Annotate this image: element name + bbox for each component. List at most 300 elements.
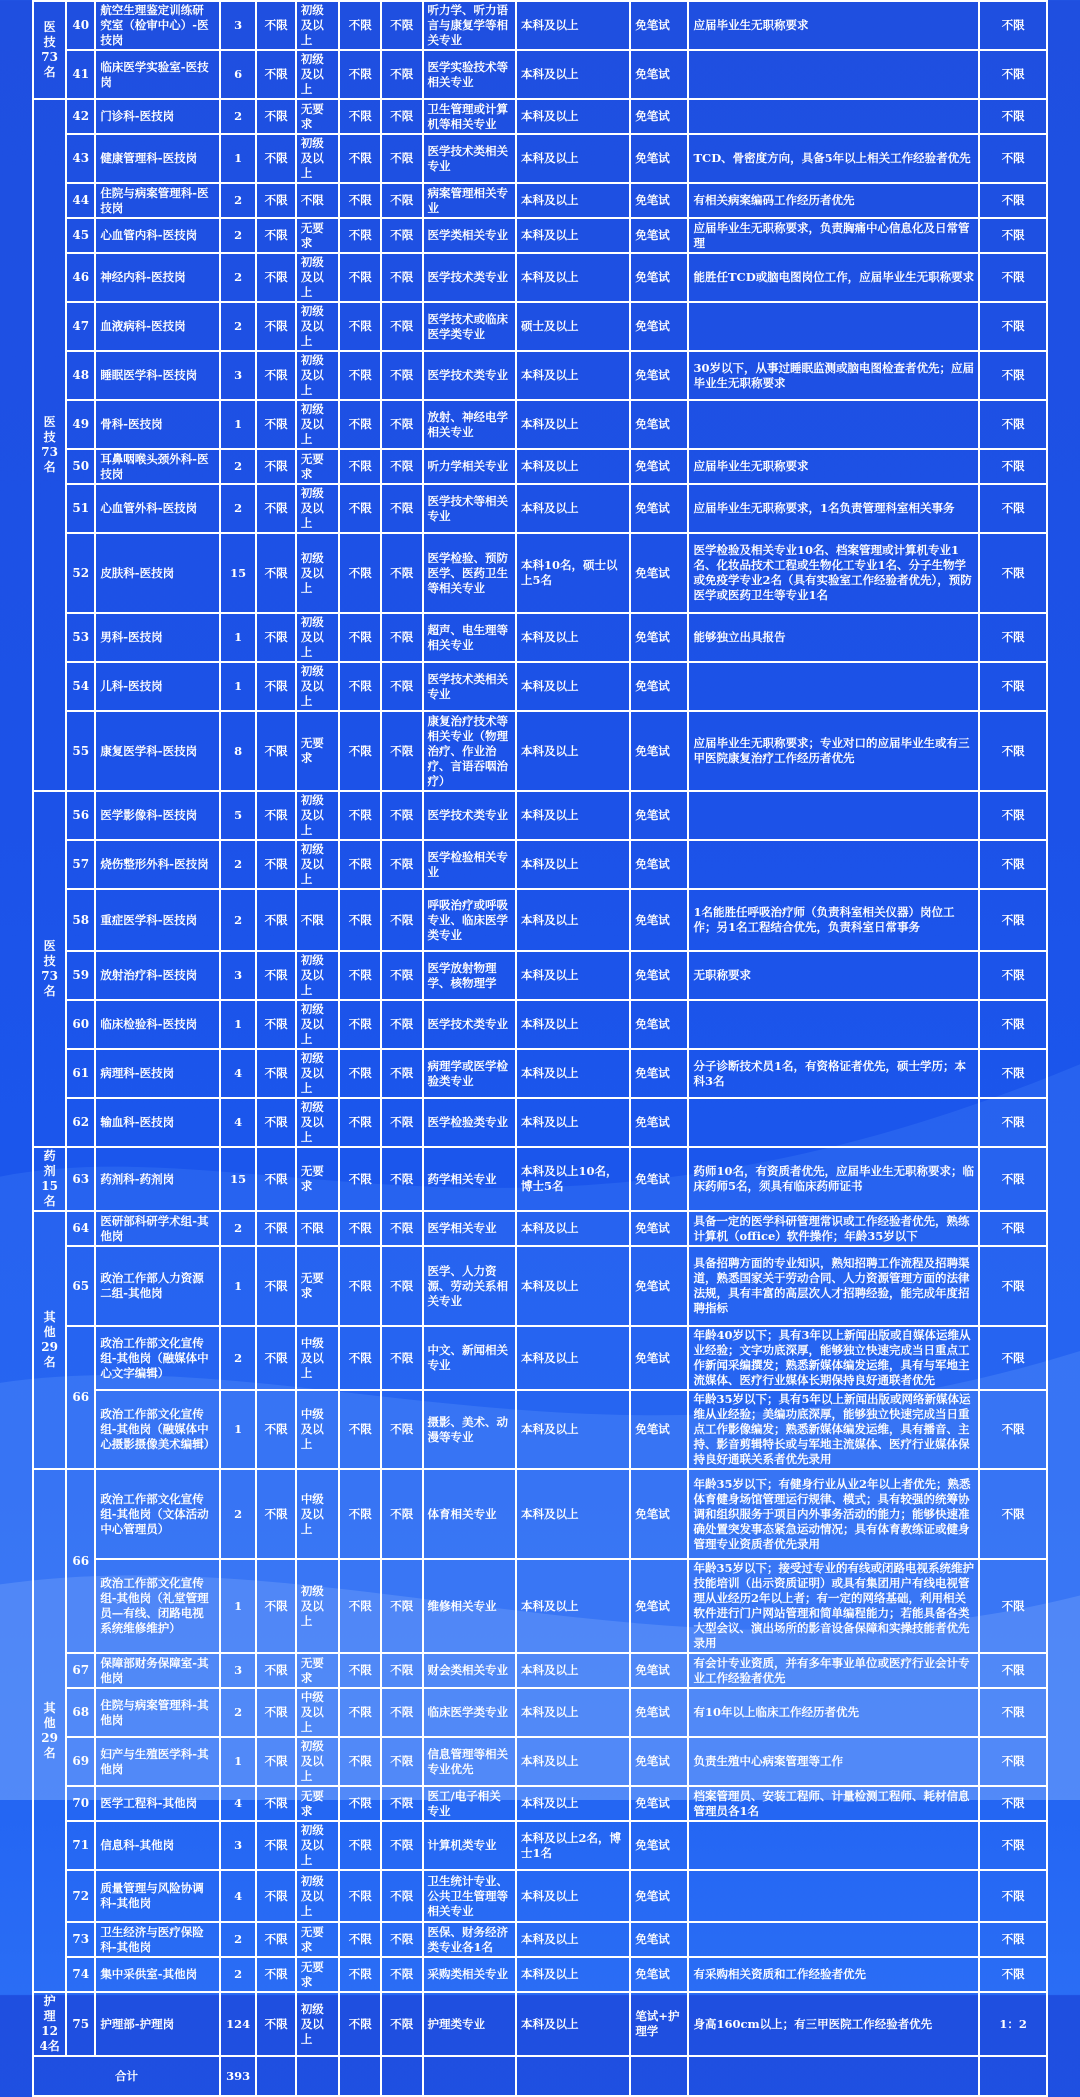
age-cell: 不限 [256, 1870, 295, 1922]
other-cell: 不限 [979, 1737, 1047, 1786]
other-cell: 1：2 [979, 1992, 1047, 2056]
age-cell: 不限 [256, 1390, 295, 1469]
n-cell: 124 [220, 1992, 256, 2056]
title-cell: 初级及以上 [296, 1, 340, 50]
empty-cell [423, 2056, 517, 2096]
age-cell: 不限 [256, 1469, 295, 1559]
edu-cell: 本科及以上 [516, 1559, 630, 1653]
n-cell: 6 [220, 50, 256, 99]
table-row [33, 613, 1047, 662]
exam-cell: 免笔试 [630, 50, 688, 99]
major-cell: 康复治疗技术等相关专业（物理治疗、作业治疗、言语吞咽治疗） [423, 711, 517, 791]
edu-cell: 本科及以上 [516, 253, 630, 302]
exp-cell: 不限 [339, 253, 381, 302]
name-cell: 政治工作部文化宣传组-其他岗（融媒体中心摄影摄像美术编辑） [95, 1390, 220, 1469]
title-cell: 中级及以上 [296, 1326, 340, 1390]
row-number-cell: 60 [66, 1000, 95, 1049]
table-row [33, 1211, 1047, 1246]
req-cell [688, 99, 979, 134]
exam-cell: 免笔试 [630, 134, 688, 183]
name-cell: 质量管理与风险协调科-其他岗 [95, 1870, 220, 1922]
major-cell: 医学技术等相关专业 [423, 484, 517, 533]
title-cell: 初级及以上 [296, 484, 340, 533]
age-cell: 不限 [256, 1326, 295, 1390]
exam-cell: 免笔试 [630, 1870, 688, 1922]
row-number-cell: 53 [66, 613, 95, 662]
edu-cell: 本科及以上 [516, 484, 630, 533]
edu-cell: 本科及以上 [516, 1098, 630, 1147]
major-cell: 医学实验技术等相关专业 [423, 50, 517, 99]
req-cell: 年龄35岁以下；具有5年以上新闻出版或网络新媒体运维从业经验；美编功底深厚，能够独立快速完成当日重点工作影像编发；熟悉新媒体编发运维，具有播音、主持、影音剪辑特长或与军地主流媒体、医疗行业媒体保持良好通联关系者优先录用 [688, 1390, 979, 1469]
exam-cell: 免笔试 [630, 1957, 688, 1992]
empty-cell [516, 2056, 630, 2096]
table-row [33, 1098, 1047, 1147]
exp-cell: 不限 [339, 1147, 381, 1211]
exp-cell: 不限 [339, 1000, 381, 1049]
exam-cell: 免笔试 [630, 351, 688, 400]
name-cell: 临床医学实验室-医技岗 [95, 50, 220, 99]
n-cell: 4 [220, 1786, 256, 1821]
title-cell: 初级及以上 [296, 1000, 340, 1049]
edu-cell: 本科及以上 [516, 1688, 630, 1737]
title-cell: 初级及以上 [296, 1992, 340, 2056]
major-cell: 摄影、美术、动漫等专业 [423, 1390, 517, 1469]
exp-cell: 不限 [339, 1211, 381, 1246]
title-cell: 初级及以上 [296, 1559, 340, 1653]
title-cell: 中级及以上 [296, 1469, 340, 1559]
name-cell: 神经内科-医技岗 [95, 253, 220, 302]
exp-cell: 不限 [339, 1653, 381, 1688]
major-cell: 体育相关专业 [423, 1469, 517, 1559]
empty-cell [979, 2056, 1047, 2096]
other-cell: 不限 [979, 484, 1047, 533]
n-cell: 2 [220, 99, 256, 134]
row-number-cell: 41 [66, 50, 95, 99]
edu-cell: 本科及以上 [516, 351, 630, 400]
row-number-cell: 48 [66, 351, 95, 400]
other-cell: 不限 [979, 1390, 1047, 1469]
edu-cell: 本科及以上2名，博士1名 [516, 1821, 630, 1870]
age-cell: 不限 [256, 50, 295, 99]
n-cell: 2 [220, 1922, 256, 1957]
name-cell: 皮肤科-医技岗 [95, 533, 220, 613]
n-cell: 15 [220, 1147, 256, 1211]
age-cell: 不限 [256, 1000, 295, 1049]
edu-cell: 本科及以上 [516, 1246, 630, 1326]
name-cell: 心血管外科-医技岗 [95, 484, 220, 533]
exp-cell: 不限 [339, 889, 381, 951]
edu-cell: 本科及以上 [516, 99, 630, 134]
exp-cell: 不限 [339, 134, 381, 183]
exp-cell: 不限 [339, 218, 381, 253]
req-cell [688, 400, 979, 449]
edu-cell: 本科及以上 [516, 1326, 630, 1390]
age-cell: 不限 [256, 791, 295, 840]
n-cell: 15 [220, 533, 256, 613]
name-cell: 重症医学科-医技岗 [95, 889, 220, 951]
name-cell: 儿科-医技岗 [95, 662, 220, 711]
age-cell: 不限 [256, 1246, 295, 1326]
n-cell: 3 [220, 1821, 256, 1870]
n-cell: 2 [220, 449, 256, 484]
major-cell: 医学相关专业 [423, 1211, 517, 1246]
name-cell: 输血科-医技岗 [95, 1098, 220, 1147]
req-cell [688, 1000, 979, 1049]
title-cell: 初级及以上 [296, 1737, 340, 1786]
row-number-cell: 52 [66, 533, 95, 613]
name-cell: 政治工作部文化宣传组-其他岗（文体活动中心管理员） [95, 1469, 220, 1559]
edu-cell: 本科及以上 [516, 1390, 630, 1469]
edu-cell: 本科及以上 [516, 1, 630, 50]
req-cell [688, 840, 979, 889]
row-number-cell: 72 [66, 1870, 95, 1922]
pol-cell: 不限 [381, 1786, 423, 1821]
table-row [33, 1000, 1047, 1049]
edu-cell: 本科及以上 [516, 134, 630, 183]
exam-cell: 免笔试 [630, 1098, 688, 1147]
other-cell: 不限 [979, 1559, 1047, 1653]
major-cell: 采购类相关专业 [423, 1957, 517, 1992]
other-cell: 不限 [979, 613, 1047, 662]
title-cell: 初级及以上 [296, 1821, 340, 1870]
age-cell: 不限 [256, 400, 295, 449]
major-cell: 医保、财务经济类专业各1名 [423, 1922, 517, 1957]
n-cell: 1 [220, 1559, 256, 1653]
table-row [33, 1957, 1047, 1992]
group-cell: 护理 124名 [33, 1992, 66, 2056]
recruitment-table [32, 0, 1048, 2097]
title-cell: 初级及以上 [296, 951, 340, 1000]
title-cell: 初级及以上 [296, 253, 340, 302]
pol-cell: 不限 [381, 1147, 423, 1211]
table-row [33, 1049, 1047, 1098]
row-number-cell: 69 [66, 1737, 95, 1786]
edu-cell: 本科及以上10名，博士5名 [516, 1147, 630, 1211]
name-cell: 信息科-其他岗 [95, 1821, 220, 1870]
row-number-cell: 56 [66, 791, 95, 840]
exp-cell: 不限 [339, 351, 381, 400]
table-row [33, 1922, 1047, 1957]
row-number-cell: 74 [66, 1957, 95, 1992]
other-cell: 不限 [979, 711, 1047, 791]
n-cell: 4 [220, 1098, 256, 1147]
edu-cell: 本科及以上 [516, 889, 630, 951]
age-cell: 不限 [256, 711, 295, 791]
n-cell: 2 [220, 218, 256, 253]
row-number-cell: 73 [66, 1922, 95, 1957]
n-cell: 3 [220, 351, 256, 400]
row-number-cell: 47 [66, 302, 95, 351]
exp-cell: 不限 [339, 840, 381, 889]
table-row [33, 253, 1047, 302]
exam-cell: 免笔试 [630, 613, 688, 662]
exp-cell: 不限 [339, 1049, 381, 1098]
age-cell: 不限 [256, 99, 295, 134]
edu-cell: 本科及以上 [516, 218, 630, 253]
major-cell: 护理类专业 [423, 1992, 517, 2056]
pol-cell: 不限 [381, 791, 423, 840]
pol-cell: 不限 [381, 449, 423, 484]
table-row [33, 791, 1047, 840]
exp-cell: 不限 [339, 951, 381, 1000]
req-cell: 药师10名，有资质者优先，应届毕业生无职称要求；临床药师5名，须具有临床药师证书 [688, 1147, 979, 1211]
pol-cell: 不限 [381, 183, 423, 218]
table-row [33, 1821, 1047, 1870]
pol-cell: 不限 [381, 840, 423, 889]
name-cell: 政治工作部人力资源二组-其他岗 [95, 1246, 220, 1326]
req-cell: 年龄35岁以下；有健身行业从业2年以上者优先；熟悉体育健身场馆管理运行规律、模式；具有较强的统筹协调和组织服务于项目内外事务活动的能力；能够快速准确处置突发事态紧急运动情况；具有体育教练证或健身管理专业资质者优先录用 [688, 1469, 979, 1559]
exam-cell: 免笔试 [630, 711, 688, 791]
name-cell: 政治工作部文化宣传组-其他岗（融媒体中心文字编辑） [95, 1326, 220, 1390]
group-cell: 其他 29名 [33, 1211, 66, 1469]
age-cell: 不限 [256, 1049, 295, 1098]
exp-cell: 不限 [339, 449, 381, 484]
title-cell: 初级及以上 [296, 791, 340, 840]
pol-cell: 不限 [381, 134, 423, 183]
major-cell: 医学技术类专业 [423, 791, 517, 840]
edu-cell: 本科及以上 [516, 1000, 630, 1049]
major-cell: 医学技术类专业 [423, 1000, 517, 1049]
title-cell: 初级及以上 [296, 400, 340, 449]
major-cell: 医学技术或临床医学类专业 [423, 302, 517, 351]
edu-cell: 本科及以上 [516, 1049, 630, 1098]
req-cell: 能胜任TCD或脑电图岗位工作，应届毕业生无职称要求 [688, 253, 979, 302]
name-cell: 门诊科-医技岗 [95, 99, 220, 134]
exp-cell: 不限 [339, 1786, 381, 1821]
other-cell: 不限 [979, 449, 1047, 484]
age-cell: 不限 [256, 1786, 295, 1821]
n-cell: 2 [220, 1211, 256, 1246]
table-row [33, 351, 1047, 400]
title-cell: 初级及以上 [296, 351, 340, 400]
other-cell: 不限 [979, 1922, 1047, 1957]
table-row [33, 99, 1047, 134]
age-cell: 不限 [256, 1957, 295, 1992]
other-cell: 不限 [979, 1147, 1047, 1211]
edu-cell: 本科及以上 [516, 951, 630, 1000]
pol-cell: 不限 [381, 1957, 423, 1992]
exam-cell: 免笔试 [630, 1922, 688, 1957]
row-number-cell: 59 [66, 951, 95, 1000]
edu-cell: 本科及以上 [516, 1957, 630, 1992]
age-cell: 不限 [256, 662, 295, 711]
pol-cell: 不限 [381, 253, 423, 302]
other-cell: 不限 [979, 400, 1047, 449]
major-cell: 卫生统计专业、公共卫生管理等相关专业 [423, 1870, 517, 1922]
row-number-cell: 58 [66, 889, 95, 951]
major-cell: 病案管理相关专业 [423, 183, 517, 218]
n-cell: 1 [220, 1246, 256, 1326]
title-cell: 无要求 [296, 1147, 340, 1211]
row-number-cell: 54 [66, 662, 95, 711]
req-cell: 1名能胜任呼吸治疗师（负责科室相关仪器）岗位工作；另1名工程结合优先，负责科室日常事务 [688, 889, 979, 951]
edu-cell: 本科及以上 [516, 613, 630, 662]
row-number-cell: 63 [66, 1147, 95, 1211]
edu-cell: 本科及以上 [516, 1870, 630, 1922]
title-cell: 不限 [296, 889, 340, 951]
empty-cell [630, 2056, 688, 2096]
age-cell: 不限 [256, 951, 295, 1000]
name-cell: 心血管内科-医技岗 [95, 218, 220, 253]
pol-cell: 不限 [381, 1326, 423, 1390]
exam-cell: 笔试+护理学 [630, 1992, 688, 2056]
other-cell: 不限 [979, 1000, 1047, 1049]
pol-cell: 不限 [381, 1737, 423, 1786]
edu-cell: 本科及以上 [516, 1786, 630, 1821]
title-cell: 无要求 [296, 1653, 340, 1688]
exp-cell: 不限 [339, 484, 381, 533]
other-cell: 不限 [979, 1957, 1047, 1992]
total-value: 393 [220, 2056, 256, 2096]
exam-cell: 免笔试 [630, 1559, 688, 1653]
title-cell: 初级及以上 [296, 50, 340, 99]
name-cell: 药剂科-药剂岗 [95, 1147, 220, 1211]
exp-cell: 不限 [339, 711, 381, 791]
row-number-cell: 46 [66, 253, 95, 302]
edu-cell: 本科及以上 [516, 711, 630, 791]
req-cell: 无职称要求 [688, 951, 979, 1000]
major-cell: 医学技术类专业 [423, 253, 517, 302]
age-cell: 不限 [256, 449, 295, 484]
age-cell: 不限 [256, 218, 295, 253]
exam-cell: 免笔试 [630, 1737, 688, 1786]
major-cell: 医工/电子相关专业 [423, 1786, 517, 1821]
req-cell: 应届毕业生无职称要求 [688, 1, 979, 50]
exp-cell: 不限 [339, 613, 381, 662]
age-cell: 不限 [256, 533, 295, 613]
pol-cell: 不限 [381, 50, 423, 99]
other-cell: 不限 [979, 134, 1047, 183]
title-cell: 初级及以上 [296, 1870, 340, 1922]
exp-cell: 不限 [339, 302, 381, 351]
name-cell: 康复医学科-医技岗 [95, 711, 220, 791]
row-number-cell: 71 [66, 1821, 95, 1870]
row-number-cell: 40 [66, 1, 95, 50]
row-number-cell: 65 [66, 1246, 95, 1326]
exam-cell: 免笔试 [630, 1821, 688, 1870]
other-cell: 不限 [979, 1786, 1047, 1821]
major-cell: 药学相关专业 [423, 1147, 517, 1211]
other-cell: 不限 [979, 1098, 1047, 1147]
name-cell: 医学工程科-其他岗 [95, 1786, 220, 1821]
n-cell: 2 [220, 889, 256, 951]
row-number-cell: 55 [66, 711, 95, 791]
req-cell: 有相关病案编码工作经历者优先 [688, 183, 979, 218]
pol-cell: 不限 [381, 400, 423, 449]
age-cell: 不限 [256, 1147, 295, 1211]
pol-cell: 不限 [381, 351, 423, 400]
req-cell: 年龄35岁以下；接受过专业的有线或闭路电视系统维护技能培训（出示资质证明）或具有集团用户有线电视管理从业经历2年以上者；有一定的网络基础，利用相关软件进行门户网站管理和简单编程能力；若能具备各类大型会议、演出场所的影音设备保障和实操技能者优先录用 [688, 1559, 979, 1653]
exam-cell: 免笔试 [630, 1, 688, 50]
other-cell: 不限 [979, 1469, 1047, 1559]
exam-cell: 免笔试 [630, 1211, 688, 1246]
exp-cell: 不限 [339, 1737, 381, 1786]
edu-cell: 本科及以上 [516, 1211, 630, 1246]
empty-cell [339, 2056, 381, 2096]
other-cell: 不限 [979, 1211, 1047, 1246]
req-cell: 能够独立出具报告 [688, 613, 979, 662]
name-cell: 集中采供室-其他岗 [95, 1957, 220, 1992]
exam-cell: 免笔试 [630, 449, 688, 484]
title-cell: 不限 [296, 1211, 340, 1246]
name-cell: 住院与病案管理科-医技岗 [95, 183, 220, 218]
table-row [33, 533, 1047, 613]
total-row [33, 2056, 1047, 2096]
table-row [33, 1326, 1047, 1390]
req-cell [688, 302, 979, 351]
exam-cell: 免笔试 [630, 889, 688, 951]
exp-cell: 不限 [339, 1957, 381, 1992]
table-row [33, 50, 1047, 99]
exam-cell: 免笔试 [630, 1049, 688, 1098]
title-cell: 初级及以上 [296, 302, 340, 351]
age-cell: 不限 [256, 1737, 295, 1786]
n-cell: 1 [220, 400, 256, 449]
table-row [33, 1246, 1047, 1326]
other-cell: 不限 [979, 50, 1047, 99]
row-number-cell: 75 [66, 1992, 95, 2056]
group-cell: 医技 73名 [33, 791, 66, 1147]
req-cell [688, 1821, 979, 1870]
row-number-cell: 49 [66, 400, 95, 449]
name-cell: 睡眠医学科-医技岗 [95, 351, 220, 400]
pol-cell: 不限 [381, 1246, 423, 1326]
table-row [33, 1469, 1047, 1559]
exp-cell: 不限 [339, 50, 381, 99]
pol-cell: 不限 [381, 1390, 423, 1469]
name-cell: 耳鼻咽喉头颈外科-医技岗 [95, 449, 220, 484]
table-row [33, 134, 1047, 183]
other-cell: 不限 [979, 99, 1047, 134]
other-cell: 不限 [979, 302, 1047, 351]
empty-cell [381, 2056, 423, 2096]
name-cell: 保障部财务保障室-其他岗 [95, 1653, 220, 1688]
exam-cell: 免笔试 [630, 253, 688, 302]
major-cell: 计算机类专业 [423, 1821, 517, 1870]
group-cell: 药剂 15名 [33, 1147, 66, 1211]
name-cell: 护理部-护理岗 [95, 1992, 220, 2056]
n-cell: 3 [220, 1653, 256, 1688]
row-number-cell: 67 [66, 1653, 95, 1688]
title-cell: 无要求 [296, 1246, 340, 1326]
table-row [33, 1559, 1047, 1653]
n-cell: 2 [220, 302, 256, 351]
age-cell: 不限 [256, 302, 295, 351]
other-cell: 不限 [979, 351, 1047, 400]
name-cell: 健康管理科-医技岗 [95, 134, 220, 183]
name-cell: 男科-医技岗 [95, 613, 220, 662]
pol-cell: 不限 [381, 1049, 423, 1098]
major-cell: 医学技术类相关专业 [423, 134, 517, 183]
pol-cell: 不限 [381, 1000, 423, 1049]
row-number-cell: 51 [66, 484, 95, 533]
age-cell: 不限 [256, 484, 295, 533]
exam-cell: 免笔试 [630, 951, 688, 1000]
table-row [33, 1390, 1047, 1469]
exam-cell: 免笔试 [630, 1390, 688, 1469]
major-cell: 临床医学类专业 [423, 1688, 517, 1737]
name-cell: 政治工作部文化宣传组-其他岗（礼堂管理员—有线、闭路电视系统维修维护） [95, 1559, 220, 1653]
exp-cell: 不限 [339, 99, 381, 134]
pol-cell: 不限 [381, 1469, 423, 1559]
pol-cell: 不限 [381, 711, 423, 791]
pol-cell: 不限 [381, 889, 423, 951]
edu-cell: 本科及以上 [516, 1992, 630, 2056]
name-cell: 航空生理鉴定训练研究室（检审中心）-医技岗 [95, 1, 220, 50]
req-cell: 应届毕业生无职称要求，负责胸痛中心信息化及日常管理 [688, 218, 979, 253]
req-cell: 具备招聘方面的专业知识，熟知招聘工作流程及招聘渠道，熟悉国家关于劳动合同、人力资源管理方面的法律法规，具有丰富的高层次人才招聘经验，能完成年度招聘指标 [688, 1246, 979, 1326]
title-cell: 初级及以上 [296, 613, 340, 662]
